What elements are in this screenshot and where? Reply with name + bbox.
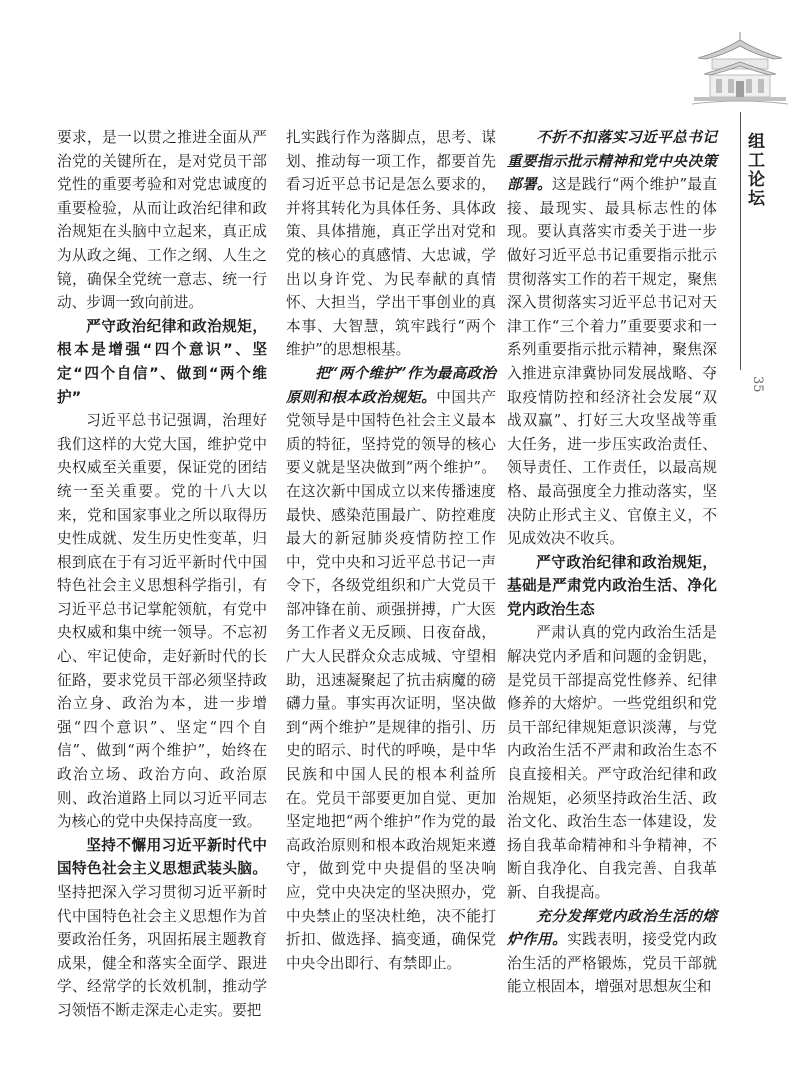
paragraph-body: 这是践行“两个维护”最直接、最现实、最具标志性的体现。要认真落实市委关于进一步做好习近平总书记重要指示批示贯彻落实工作的若干规定，聚焦深入贯彻落实习近平总书记对天津工作“三个着力”重要要求和一系列重要指示批示精神，聚焦深入推进京津冀协同发展战略、夺取疫情防控和经济社会发展“双战双赢”、打好三大攻坚战等重大任务，进一步压实政治责任、领导责任、工作责任，以最高规格、最高强度全力推动落实，坚决防止形式主义、官僚主义，不见成效决不收兵。 xyxy=(507,176,717,548)
page-number: 35 xyxy=(750,376,765,393)
pavilion-illustration xyxy=(690,28,790,110)
paragraph-lead: 充分发挥党内政治生活的熔炉作用。 xyxy=(507,907,717,949)
paragraph: 扎实践行作为落脚点，思考、谋划、推动每一项工作，都要首先看习近平总书记是怎么要求的，并将其转化为具体任务、具体政策、具体措施，真正学出对党和党的核心的真感情、大忠诚，学出以身许党、为民奉献的真情怀、大担当，学出干事创业的真本事、大智慧，筑牢践行“两个维护”的思想根基。 xyxy=(286,129,496,359)
paragraph: 习近平总书记强调，治理好我们这样的大党大国，维护党中央权威至关重要，保证党的团结统一至关重要。党的十八大以来，党和国家事业之所以取得历史性成就、发生历史性变革，归根到底在于有习近平新时代中国特色社会主义思想科学指引，有习近平总书记掌舵领航，有党中央权威和集中统一领导。不忘初心、牢记使命，走好新时代的长征路，要求党员干部必须坚持政治立身、政治为本，进一步增强“四个意识”、坚定“四个自信”、做到“两个维护”，始终在政治立场、政治方向、政治原则、政治道路上同以习近平同志为核心的党中央保持高度一致。 xyxy=(57,412,267,831)
side-divider-line xyxy=(740,112,741,370)
paragraph xyxy=(507,126,717,551)
paragraph-lead: 坚持不懈用习近平新时代中国特色社会主义思想武装头脑。 xyxy=(57,836,267,878)
paragraph-body: 坚持把深入学习贯彻习近平新时代中国特色社会主义思想作为首要政治任务，巩固拓展主题教育成果，健全和落实全面学、跟进学、经常学的长效机制，推动学习领悟不断走深走心走实。要把 xyxy=(57,884,267,1019)
text-column-1 xyxy=(57,126,267,1023)
paragraph-lead: 不折不扣落实习近平总书记重要指示批示精神和党中央决策部署。 xyxy=(507,129,717,194)
paragraph-lead: 把“两个维护”作为最高政治原则和根本政治规矩。 xyxy=(286,364,496,406)
paragraph xyxy=(57,834,267,1023)
paragraph: 严肃认真的党内政治生活是解决党内矛盾和问题的金钥匙，是党员干部提高党性修养、纪律修养的大熔炉。一些党组织和党员干部纪律规矩意识淡薄，与党内政治生活不严肃和政治生态不良直接相关。严守政治纪律和政治规矩，必须坚持政治生活、政治文化、政治生态一体建设，发扬自我革命精神和斗争精神，不断自我净化、自我完善、自我革新、自我提高。 xyxy=(507,624,717,901)
paragraph xyxy=(286,362,496,975)
text-column-2 xyxy=(286,126,496,975)
paragraph xyxy=(507,905,717,999)
section-heading: 严守政治纪律和政治规矩，基础是严肃党内政治生活、净化党内政治生态 xyxy=(507,553,717,618)
paragraph: 要求，是一以贯之推进全面从严治党的关键所在，是对党员干部党性的重要考验和对党忠诚度的重要检验，从而让政治纪律和政治规矩在头脑中立起来，真正成为从政之绳、工作之纲、人生之镜，确保全党统一意志、统一行动、步调一致向前进。 xyxy=(57,129,267,312)
paragraph-body: 实践表明，接受党内政治生活的严格锻炼，党员干部就能立根固本，增强对思想灰尘和 xyxy=(507,931,717,996)
paragraph-body: 中国共产党领导是中国特色社会主义最本质的特征，坚持党的领导的核心要义就是坚决做到“两个维护”。在这次新中国成立以来传播速度最快、感染范围最广、防控难度最大的新冠肺炎疫情防控工作中，党中央和习近平总书记一声令下，各级党组织和广大党员干部冲锋在前、顽强拼搏，广大医务工作者义无反顾、日夜奋战，广大人民群众众志成城、守望相助，迅速凝聚起了抗击病魔的磅礴力量。事实再次证明，坚决做到“两个维护”是规律的指引、历史的昭示、时代的呼唤，是中华民族和中国人民的根本利益所在。党员干部要更加自觉、更加坚定地把“两个维护”作为党的最高政治原则和根本政治规矩来遵守，做到党中央提倡的坚决响应，党中央决定的坚决照办，党中央禁止的坚决杜绝，决不能打折扣、做选择、搞变通，确保党中央令出即行、有禁即止。 xyxy=(286,388,496,972)
section-heading: 严守政治纪律和政治规矩，根本是增强“四个意识”、坚定“四个自信”、做到“两个维护” xyxy=(57,317,267,406)
section-label: 组工论坛 xyxy=(744,132,764,208)
text-column-3 xyxy=(507,126,717,999)
